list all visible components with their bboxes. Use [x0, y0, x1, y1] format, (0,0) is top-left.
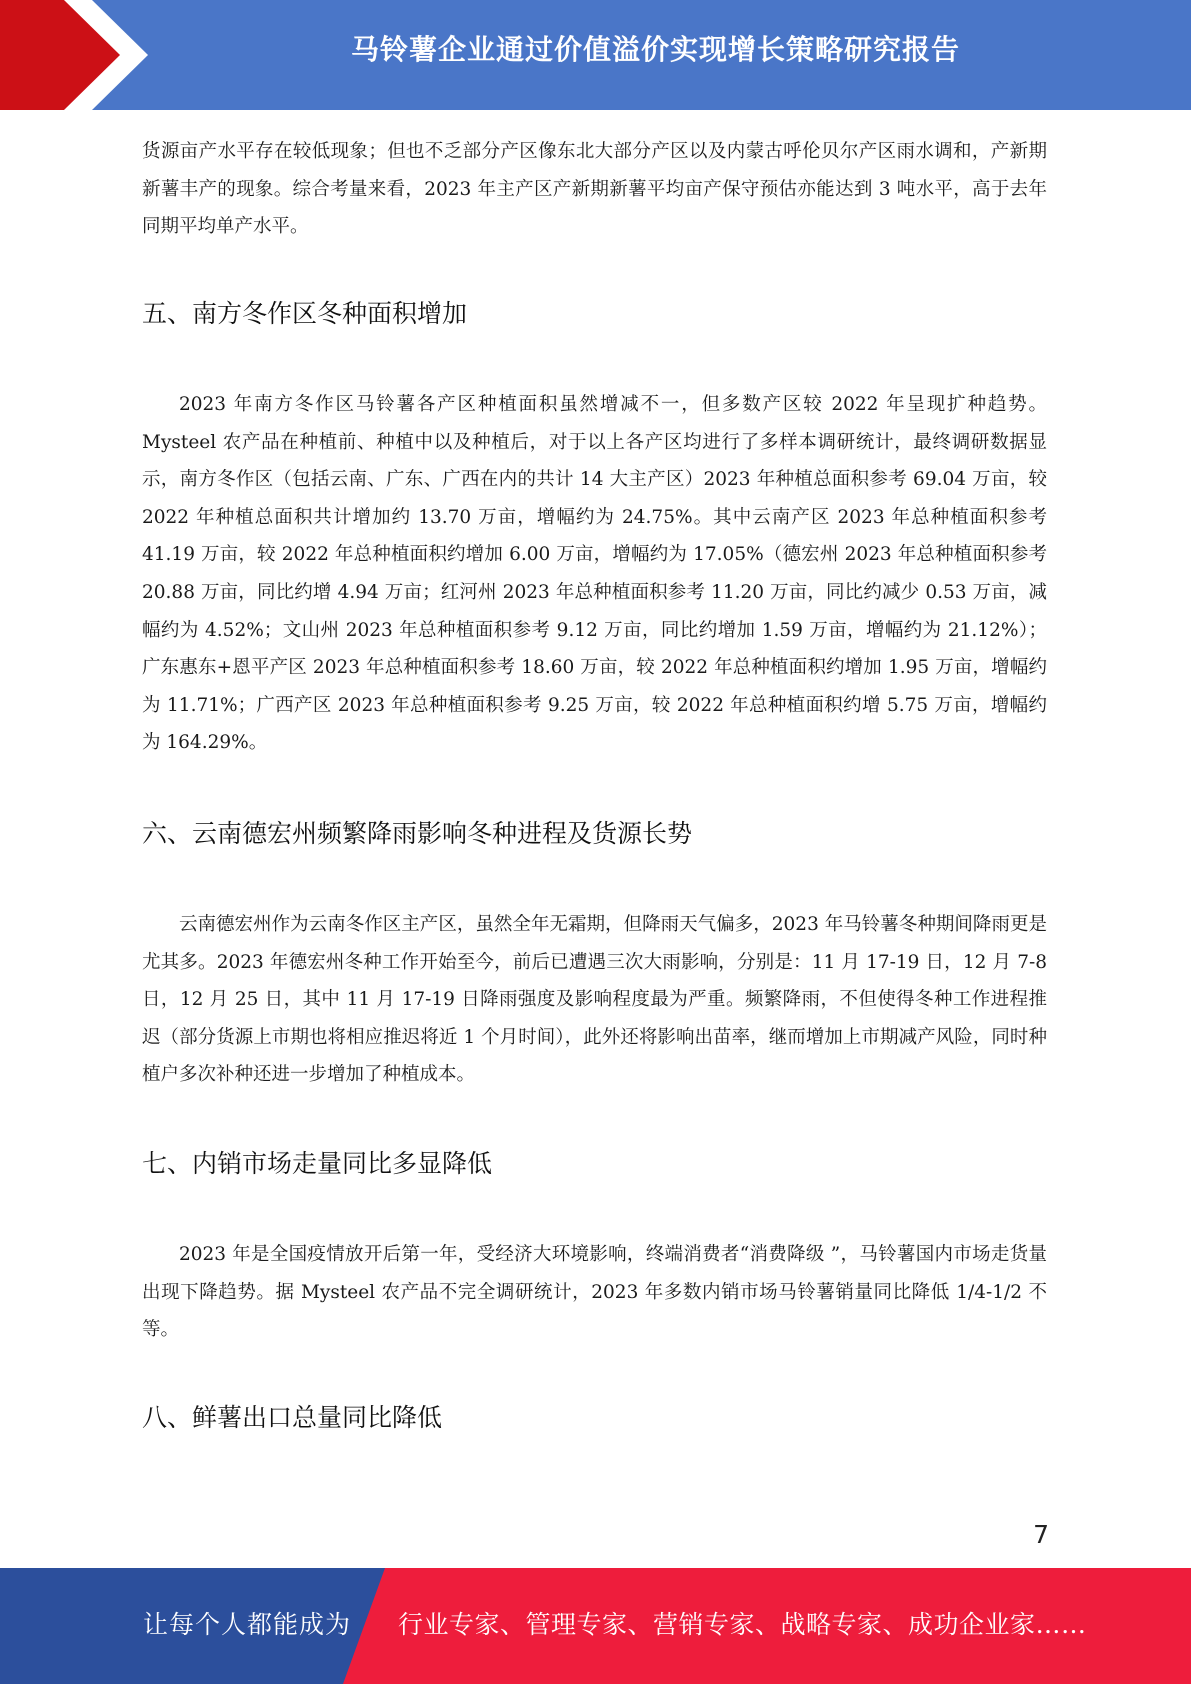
intro-block: [142, 133, 1047, 246]
section-6-body: [142, 906, 1047, 1094]
section-5: [142, 296, 1047, 332]
section-5-body: [142, 386, 1047, 762]
section-heading: 八、鲜薯出口总量同比降低: [142, 1403, 443, 1432]
page-header: [0, 0, 1191, 110]
section-7: [142, 1146, 1047, 1182]
section-7-body: [142, 1236, 1047, 1349]
section-6: [142, 816, 1047, 852]
section-heading: 七、内销市场走量同比多显降低: [142, 1149, 493, 1178]
section-paragraph: 2023 年是全国疫情放开后第一年，受经济大环境影响，终端消费者“消费降级 ”，马铃薯国内市场走货量出现下降趋势。据 Mysteel 农产品不完全调研统计，2023 年多数内销市场马铃薯销量同比降低 1/4-1/2 不等。: [142, 1244, 1047, 1341]
section-8: [142, 1400, 1047, 1436]
page-number: 7: [1033, 1520, 1049, 1549]
section-heading: 六、云南德宏州频繁降雨影响冬种进程及货源长势: [142, 819, 693, 848]
section-paragraph: 2023 年南方冬作区马铃薯各产区种植面积虽然增减不一，但多数产区较 2022 年呈现扩种趋势。Mysteel 农产品在种植前、种植中以及种植后，对于以上各产区均进行了多样本调研统计，最终调研数据显示，南方冬作区（包括云南、广东、广西在内的共计 14 大主产区）2023 年种植总面积参考 69.04 万亩，较 2022 年种植总面积共计增加约 13.70 万亩，增幅约为 24.75%。其中云南产区 2023 年总种植面积参考 41.19 万亩，较 2022 年总种植面积约增加 6.00 万亩，增幅约为 17.05%（德宏州 2023 年总种植面积参考 20.88 万亩，同比约增 4.94 万亩；红河州 2023 年总种植面积参考 11.20 万亩，同比约减少 0.53 万亩，减幅约为 4.52%；文山州 2023 年总种植面积参考 9.12 万亩，同比约增加 1.59 万亩，增幅约为 21.12%）；广东惠东+恩平产区 2023 年总种植面积参考 18.60 万亩，较 2022 年总种植面积约增加 1.95 万亩，增幅约为 11.71%；广西产区 2023 年总种植面积参考 9.25 万亩，较 2022 年总种植面积约增 5.75 万亩，增幅约为 164.29%。: [142, 394, 1047, 754]
header-red-arrow-decoration: [0, 0, 150, 110]
section-heading: 五、南方冬作区冬种面积增加: [142, 299, 468, 328]
footer-slogan-right: 行业专家、管理专家、营销专家、战略专家、成功企业家……: [398, 1610, 1087, 1639]
section-paragraph: 云南德宏州作为云南冬作区主产区，虽然全年无霜期，但降雨天气偏多，2023 年马铃薯冬种期间降雨更是尤其多。2023 年德宏州冬种工作开始至今，前后已遭遇三次大雨影响，分别是：11 月 17-19 日，12 月 7-8 日，12 月 25 日，其中 11 月 17-19 日降雨强度及影响程度最为严重。频繁降雨，不但使得冬种工作进程推迟（部分货源上市期也将相应推迟将近 1 个月时间），此外还将影响出苗率，继而增加上市期减产风险，同时种植户多次补种还进一步增加了种植成本。: [142, 914, 1047, 1086]
page-footer: [0, 1568, 1191, 1684]
intro-paragraph: 货源亩产水平存在较低现象；但也不乏部分产区像东北大部分产区以及内蒙古呼伦贝尔产区雨水调和，产新期新薯丰产的现象。综合考量来看，2023 年主产区产新期新薯平均亩产保守预估亦能达到 3 吨水平，高于去年同期平均单产水平。: [142, 141, 1047, 238]
footer-slogan-left: 让每个人都能成为: [143, 1610, 352, 1639]
report-title: 马铃薯企业通过价值溢价实现增长策略研究报告: [350, 33, 960, 66]
